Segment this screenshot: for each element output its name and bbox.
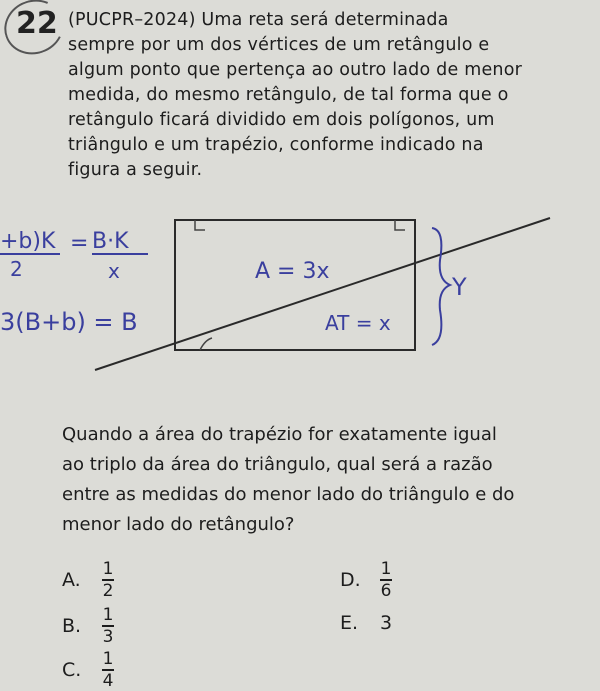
denominator: 4 xyxy=(102,671,114,691)
area-triangulo-label: AT = x xyxy=(325,311,391,335)
side-y-label: Y xyxy=(452,273,467,301)
handwritten-equation: 3(B+b) = B xyxy=(0,308,138,336)
option-e[interactable] xyxy=(340,612,392,634)
intro-line: medida, do mesmo retângulo, de tal forma que o xyxy=(68,85,509,105)
denominator: 2 xyxy=(102,581,114,601)
option-a[interactable] xyxy=(62,560,114,600)
stem-line: entre as medidas do menor lado do triângulo e do xyxy=(62,484,515,505)
intro-line: retângulo ficará dividido em dois polígonos, um xyxy=(68,110,495,130)
denominator: 6 xyxy=(380,581,392,601)
angle-arc xyxy=(200,338,212,350)
intro-line: (PUCPR–2024) Uma reta será determinada xyxy=(68,10,449,30)
numerator: 1 xyxy=(380,559,392,579)
option-letter: C. xyxy=(62,659,82,681)
numerator: 1 xyxy=(102,559,114,579)
option-letter: B. xyxy=(62,615,82,637)
intro-line: algum ponto que pertença ao outro lado de menor xyxy=(68,60,523,80)
numerator: 1 xyxy=(102,605,114,625)
question-stem xyxy=(62,420,590,540)
right-angle-mark xyxy=(395,220,405,230)
formula-right-bottom: x xyxy=(108,259,120,283)
denominator: 3 xyxy=(102,627,114,647)
option-b[interactable] xyxy=(62,606,114,646)
intro-line: sempre por um dos vértices de um retângulo e xyxy=(68,35,490,55)
option-letter: D. xyxy=(340,569,361,591)
option-letter: E. xyxy=(340,612,359,634)
option-d[interactable] xyxy=(340,560,392,600)
option-fraction xyxy=(102,650,114,690)
formula-left-bottom: 2 xyxy=(10,257,23,281)
rectangle-figure xyxy=(0,200,600,400)
formula-left-top: +b)K xyxy=(0,229,56,254)
stem-line: ao triplo da área do triângulo, qual será a razão xyxy=(62,454,493,475)
formula-equals: = xyxy=(70,231,89,256)
dividing-line xyxy=(95,218,550,370)
intro-line: figura a seguir. xyxy=(68,160,203,180)
option-value: 3 xyxy=(380,612,393,634)
stem-line: Quando a área do trapézio for exatamente igual xyxy=(62,424,497,445)
stem-line: menor lado do retângulo? xyxy=(62,514,295,535)
option-c[interactable] xyxy=(62,650,114,690)
option-fraction xyxy=(380,560,392,600)
right-angle-mark xyxy=(195,220,205,230)
option-fraction xyxy=(102,606,114,646)
formula-right-top: B·K xyxy=(92,229,129,254)
option-letter: A. xyxy=(62,569,81,591)
intro-paragraph xyxy=(68,8,590,183)
intro-line: triângulo e um trapézio, conforme indicado na xyxy=(68,135,484,155)
side-brace xyxy=(432,228,450,345)
area-trapezio-label: A = 3x xyxy=(255,259,330,284)
question-number: 22 xyxy=(16,6,58,41)
option-fraction xyxy=(102,560,114,600)
numerator: 1 xyxy=(102,649,114,669)
